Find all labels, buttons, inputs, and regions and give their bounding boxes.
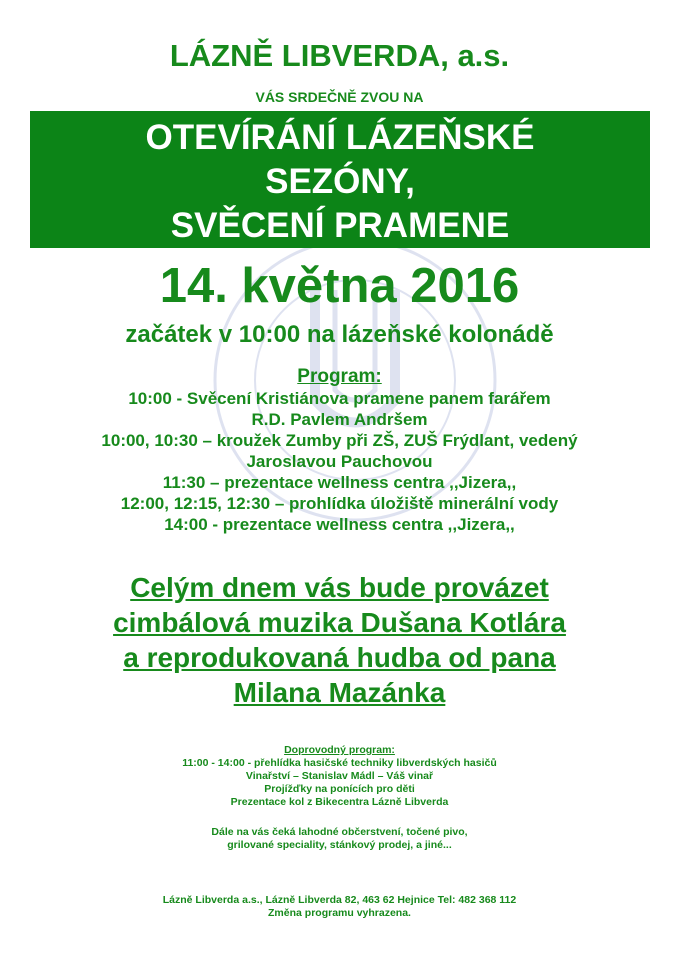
organizer-title: LÁZNĚ LIBVERDA, a.s. [169, 38, 510, 73]
side-program-item: Projížďky na ponících pro děti [264, 783, 415, 795]
refreshments-note [0, 826, 679, 852]
footer [0, 894, 679, 920]
footer-note: Změna programu vyhrazena. [268, 907, 411, 919]
event-start: začátek v 10:00 na lázeňské kolonádě [125, 321, 554, 348]
program-item: 10:00, 10:30 – kroužek Zumby při ZŠ, ZUŠ Frýdlant, vedený [101, 431, 578, 450]
program-item: Jaroslavou Pauchovou [246, 452, 433, 471]
side-program-item: Prezentace kol z Bikecentra Lázně Libverda [230, 796, 449, 808]
refreshments-line: grilované speciality, stánkový prodej, a jiné... [227, 839, 452, 851]
highlight-line: Celým dnem vás bude provázet [130, 572, 549, 603]
side-program-title: Doprovodný program: [284, 744, 395, 756]
highlight-line: Milana Mazánka [233, 677, 446, 708]
program-item: 10:00 - Svěcení Kristiánova pramene panem farářem [128, 389, 551, 408]
banner-line: SEZÓNY, [265, 162, 415, 201]
program-item: R.D. Pavlem Andršem [251, 410, 428, 429]
invite-text: VÁS SRDEČNĚ ZVOU NA [255, 89, 424, 105]
side-program-item: 11:00 - 14:00 - přehlídka hasičské techniky libverdských hasičů [182, 757, 497, 769]
event-date: 14. května 2016 [159, 259, 520, 313]
side-program [0, 744, 679, 809]
highlight-line: cimbálová muzika Dušana Kotlára [113, 607, 566, 638]
refreshments-line: Dále na vás čeká lahodné občerstvení, točené pivo, [211, 826, 468, 838]
program-item: 12:00, 12:15, 12:30 – prohlídka úložiště minerální vody [120, 494, 559, 513]
banner-line: OTEVÍRÁNÍ LÁZEŇSKÉ [145, 118, 535, 157]
highlight-line: a reprodukovaná hudba od pana [123, 642, 556, 673]
program-item: 14:00 - prezentace wellness centra ,,Jizera,, [164, 515, 515, 534]
banner-line: SVĚCENÍ PRAMENE [170, 206, 510, 245]
program-title: Program: [297, 366, 382, 387]
event-title-banner [30, 111, 650, 248]
program-list [0, 388, 679, 535]
footer-address: Lázně Libverda a.s., Lázně Libverda 82, 463 62 Hejnice Tel: 482 368 112 [162, 894, 517, 906]
music-highlight [0, 570, 679, 710]
program-item: 11:30 – prezentace wellness centra ,,Jizera,, [162, 473, 517, 492]
side-program-item: Vinařství – Stanislav Mádl – Váš vinař [245, 770, 434, 782]
